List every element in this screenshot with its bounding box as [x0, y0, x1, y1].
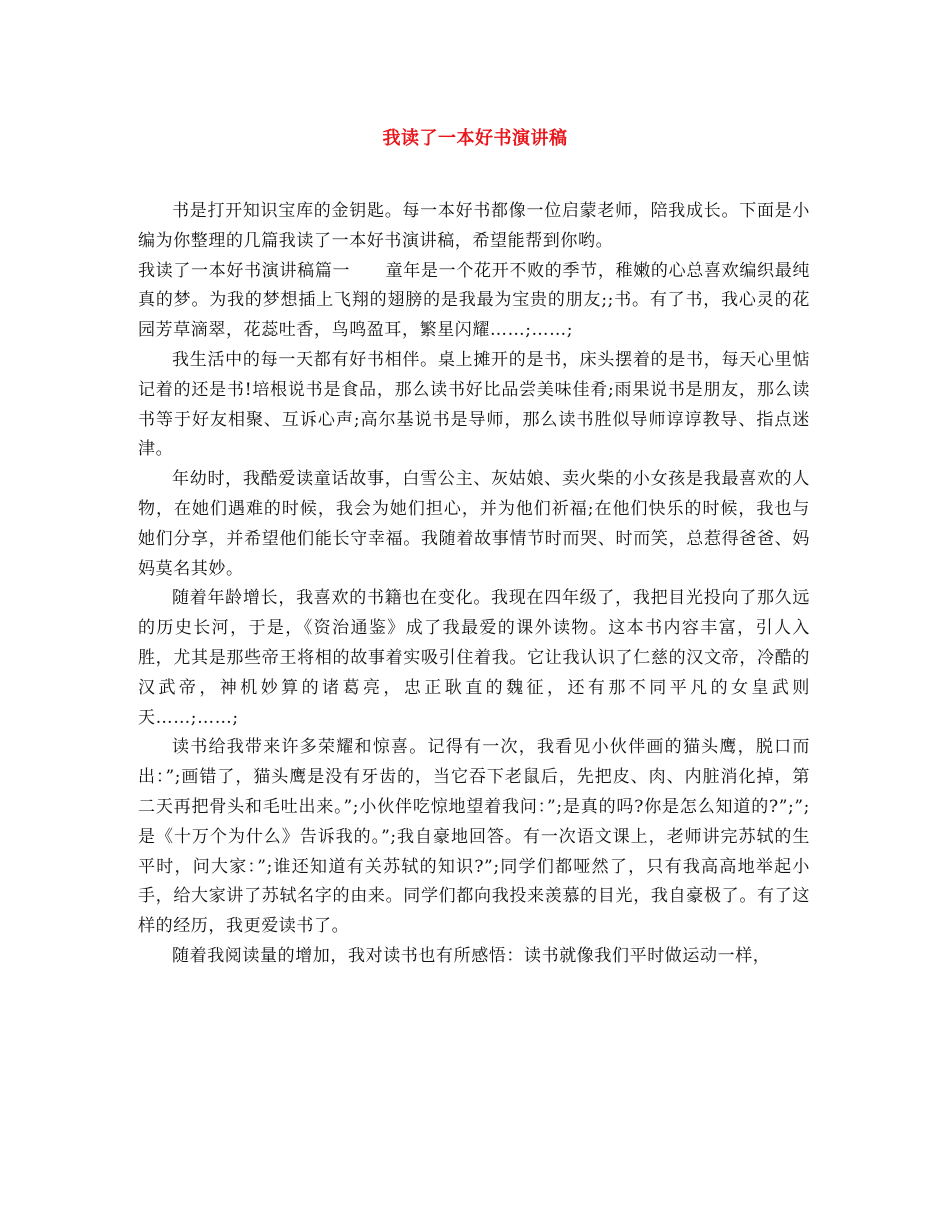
paragraph: 随着我阅读量的增加，我对读书也有所感悟：读书就像我们平时做运动一样，: [172, 945, 771, 966]
page-title: 我读了一本好书演讲稿: [382, 128, 568, 149]
paragraph: 我生活中的每一天都有好书相伴。桌上摊开的是书，床头摆着的是书，每天心里惦记着的还是书!培根说书是食品，那么读书好比品尝美味佳肴;雨果说书是朋友，那么读书等于好友相聚、互诉心声;高尔基说书是导师，那么读书胜似导师谆谆教导、指点迷津。: [138, 349, 810, 460]
paragraph: 我读了一本好书演讲稿篇一 童年是一个花开不败的季节，稚嫩的心总喜欢编织最纯真的梦。为我的梦想插上飞翔的翅膀的是我最为宝贵的朋友;;书。有了书，我心灵的花园芳草滴翠，花蕊吐香，鸟鸣盈耳，繁星闪耀……;……;: [138, 260, 810, 341]
paragraph: 书是打开知识宝库的金钥匙。每一本好书都像一位启蒙老师，陪我成长。下面是小编为你整理的几篇我读了一本好书演讲稿，希望能帮到你哟。: [138, 201, 810, 251]
paragraph: 年幼时，我酷爱读童话故事，白雪公主、灰姑娘、卖火柴的小女孩是我最喜欢的人物，在她们遇难的时候，我会为她们担心，并为他们祈福;在他们快乐的时候，我也与她们分享，并希望他们能长守幸福。我随着故事情节时而哭、时而笑，总惹得爸爸、妈妈莫名其妙。: [138, 469, 810, 579]
paragraph: 随着年龄增长，我喜欢的书籍也在变化。我现在四年级了，我把目光投向了那久远的历史长河，于是，《资治通鉴》成了我最爱的课外读物。这本书内容丰富，引人入胜，尤其是那些帝王将相的故事着实吸引住着我。它让我认识了仁慈的汉文帝，冷酷的汉武帝，神机妙算的诸葛亮，忠正耿直的魏征，还有那不同平凡的女皇武则天……;……;: [138, 588, 810, 728]
document-body: [138, 197, 810, 972]
paragraph: 读书给我带来许多荣耀和惊喜。记得有一次，我看见小伙伴画的猫头鹰，脱口而出：”;画错了，猫头鹰是没有牙齿的，当它吞下老鼠后，先把皮、肉、内脏消化掉，第二天再把骨头和毛吐出来。”;小伙伴吃惊地望着我问：”;是真的吗?你是怎么知道的?”;”;是《十万个为什么》告诉我的。”;我自豪地回答。有一次语文课上，老师讲完苏轼的生平时，问大家：”;谁还知道有关苏轼的知识?”;同学们都哑然了，只有我高高地举起小手，给大家讲了苏轼名字的由来。同学们都向我投来羡慕的目光，我自豪极了。有了这样的经历，我更爱读书了。: [138, 737, 810, 937]
